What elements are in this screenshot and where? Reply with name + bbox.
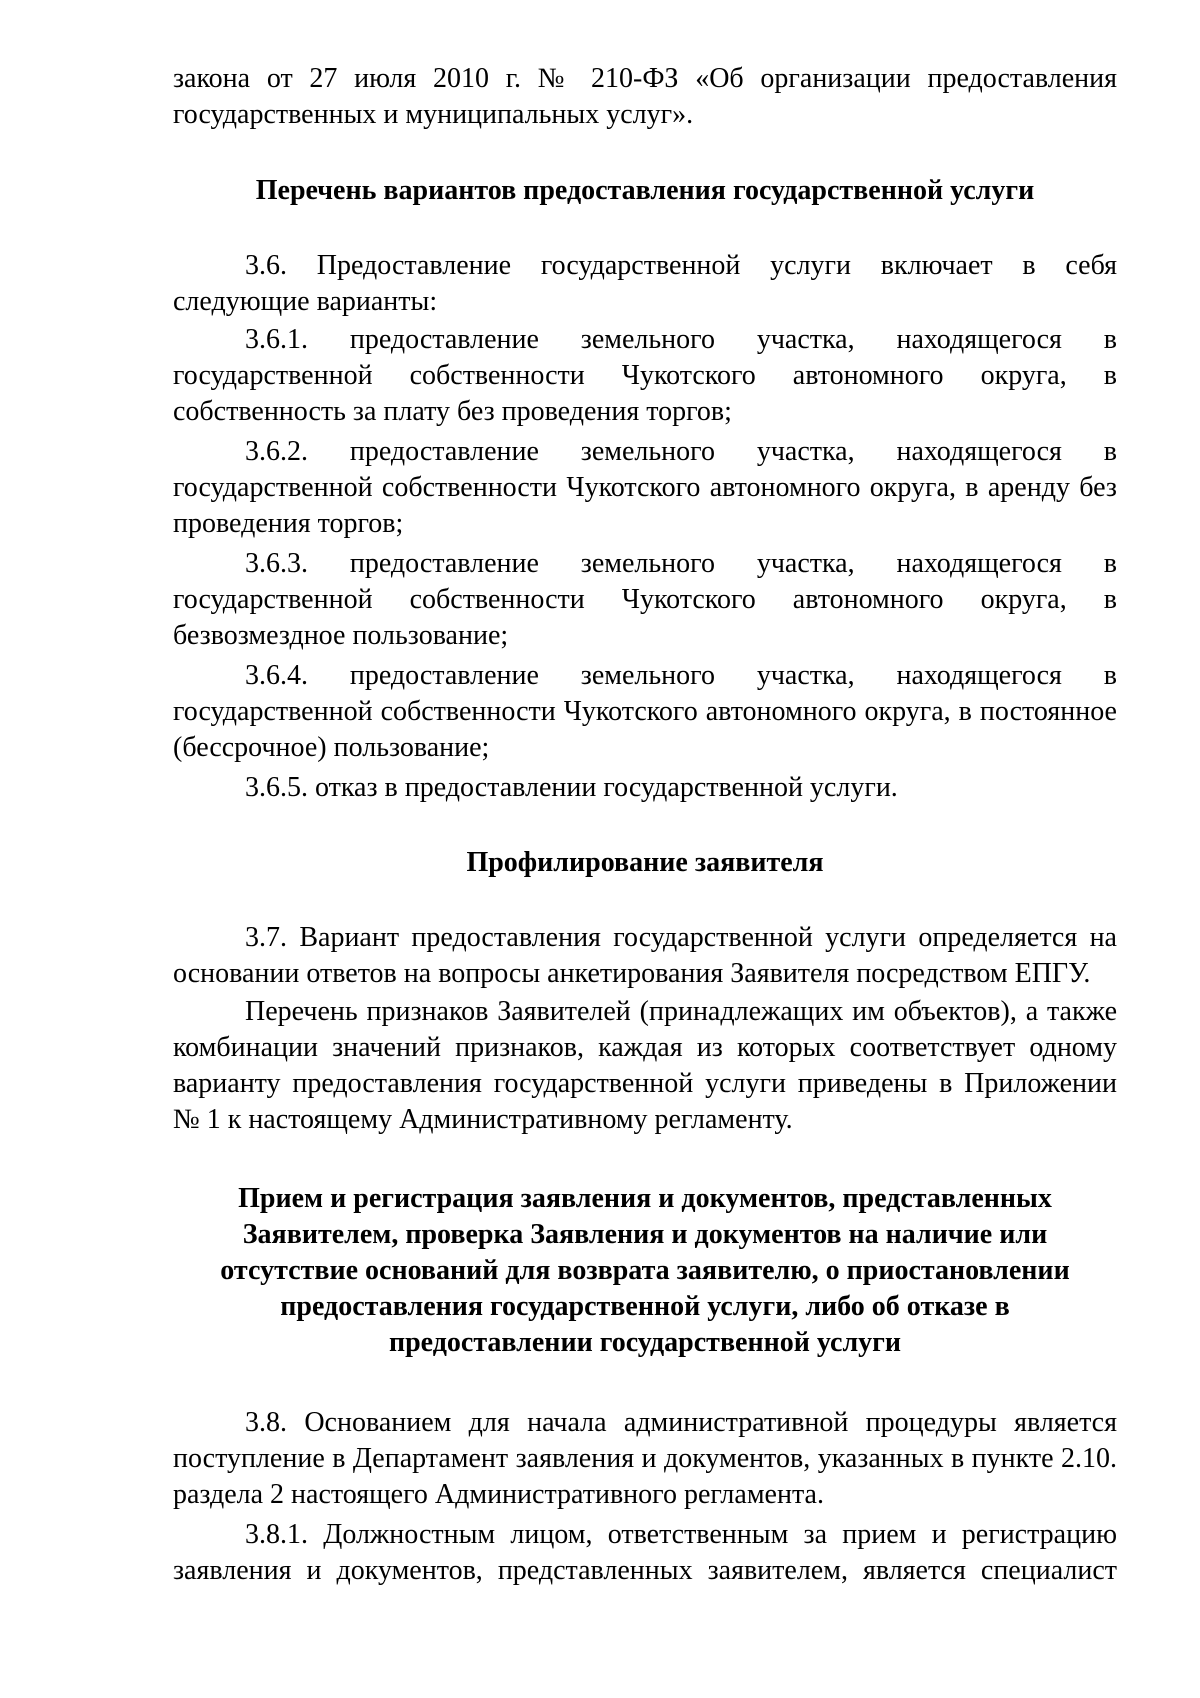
text-line: Перечень признаков Заявителей (принадлежащих им объектов), а также xyxy=(245,996,1117,1027)
paragraph-3-6 xyxy=(173,248,1117,320)
text-line: комбинации значений признаков, каждая из которых соответствует одному xyxy=(173,1032,1117,1063)
intro-paragraph xyxy=(173,61,1117,133)
text-line: 3.6.4. предоставление земельного участка, находящегося в xyxy=(245,660,1117,691)
text-line: следующие варианты: xyxy=(173,286,438,317)
paragraph-3-8 xyxy=(173,1405,1117,1513)
section-heading-reception xyxy=(173,1181,1117,1361)
text-line: проведения торгов; xyxy=(173,508,404,539)
paragraph-3-6-5 xyxy=(173,770,1117,806)
text-line: 3.7. Вариант предоставления государственной услуги определяется на xyxy=(245,922,1117,953)
text-line: государственной собственности Чукотского автономного округа, в xyxy=(173,584,1117,615)
text-line: 3.6. Предоставление государственной услуги включает в себя xyxy=(245,250,1117,281)
paragraph-3-7 xyxy=(173,920,1117,992)
paragraph-3-8-1 xyxy=(173,1517,1117,1589)
text-line: закона от 27 июля 2010 г. № 210-ФЗ «Об организации предоставления xyxy=(173,63,1117,94)
text-line: 3.6.5. отказ в предоставлении государственной услуги. xyxy=(245,772,898,803)
text-line: государственной собственности Чукотского автономного округа, в аренду без xyxy=(173,472,1117,503)
heading-line: отсутствие оснований для возврата заявителю, о приостановлении xyxy=(220,1255,1070,1286)
heading-text: Профилирование заявителя xyxy=(466,847,824,878)
text-line: государственной собственности Чукотского автономного округа, в xyxy=(173,360,1117,391)
paragraph-3-6-1 xyxy=(173,322,1117,430)
text-line: 3.8. Основанием для начала административной процедуры является xyxy=(245,1407,1117,1438)
text-line: 3.6.1. предоставление земельного участка, находящегося в xyxy=(245,324,1117,355)
section-heading-variants xyxy=(173,173,1117,209)
heading-text: Перечень вариантов предоставления государственной услуги xyxy=(255,175,1035,206)
text-line: раздела 2 настоящего Административного регламента. xyxy=(173,1479,824,1510)
paragraph-3-7-attributes xyxy=(173,994,1117,1138)
text-line: государственной собственности Чукотского автономного округа, в постоянное xyxy=(173,696,1117,727)
text-line: (бессрочное) пользование; xyxy=(173,732,490,763)
heading-line: Заявителем, проверка Заявления и документов на наличие или xyxy=(242,1219,1048,1250)
heading-line: Прием и регистрация заявления и документов, представленных xyxy=(238,1183,1052,1214)
heading-line: предоставлении государственной услуги xyxy=(388,1327,902,1358)
text-line: 3.6.3. предоставление земельного участка, находящегося в xyxy=(245,548,1117,579)
text-line: государственных и муниципальных услуг». xyxy=(173,99,694,130)
heading-line: предоставления государственной услуги, либо об отказе в xyxy=(280,1291,1010,1322)
text-line: заявления и документов, представленных заявителем, является специалист xyxy=(173,1555,1117,1586)
text-line: варианту предоставления государственной услуги приведены в Приложении xyxy=(173,1068,1117,1099)
paragraph-3-6-2 xyxy=(173,434,1117,542)
paragraph-3-6-4 xyxy=(173,658,1117,766)
text-line: основании ответов на вопросы анкетирования Заявителя посредством ЕПГУ. xyxy=(173,958,1091,989)
text-line: № 1 к настоящему Административному регламенту. xyxy=(173,1104,793,1135)
text-line: 3.8.1. Должностным лицом, ответственным за прием и регистрацию xyxy=(245,1519,1117,1550)
paragraph-3-6-3 xyxy=(173,546,1117,654)
section-heading-profiling xyxy=(173,845,1117,881)
text-line: безвозмездное пользование; xyxy=(173,620,509,651)
text-line: поступление в Департамент заявления и документов, указанных в пункте 2.10. xyxy=(173,1443,1117,1474)
text-line: собственность за плату без проведения торгов; xyxy=(173,396,732,427)
text-line: 3.6.2. предоставление земельного участка, находящегося в xyxy=(245,436,1117,467)
